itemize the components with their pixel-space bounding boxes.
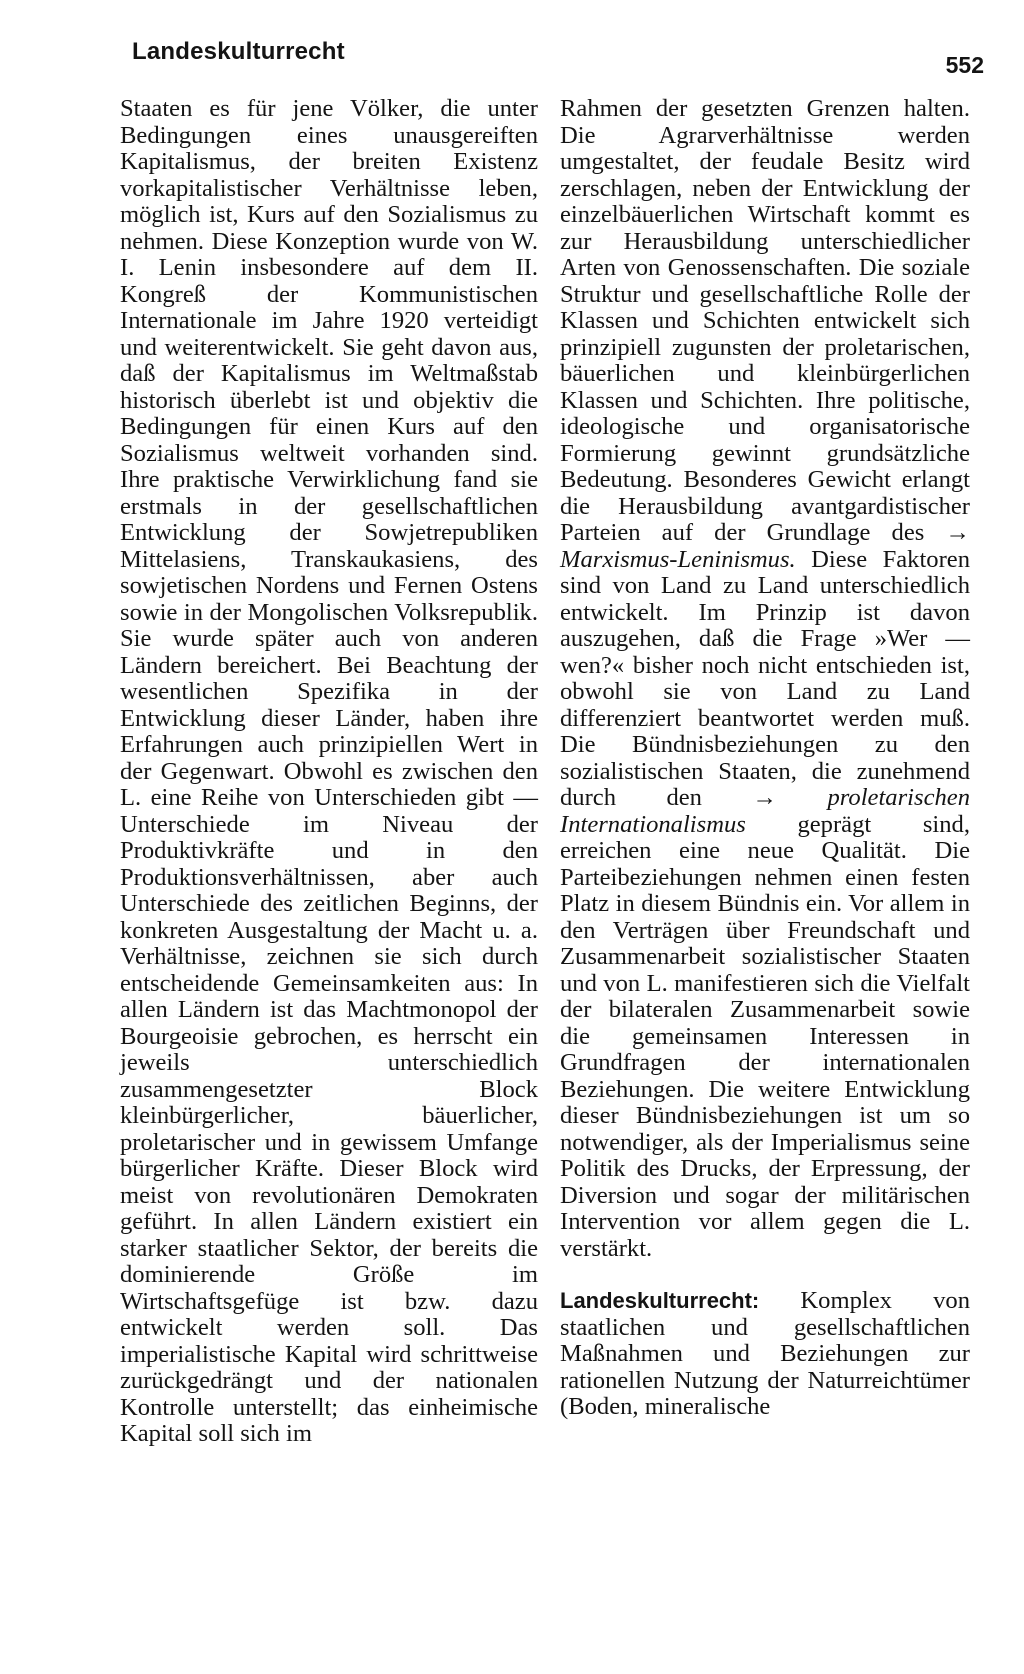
right-text-1: Rahmen der gesetzten Grenzen halten. Die Agrarverhältnisse werden umgestaltet, der feudale Besitz wird zerschlagen, neben der Entwicklung der einzelbäuerlichen Wirtschaft kommt es zur Herausbildung unterschiedlicher Arten von Genossenschaften. Die soziale Struktur und gesellschaftliche Rolle der Klassen und Schichten entwickelt sich prinzipiell zugunsten der proletarischen, bäuerlichen und kleinbürgerlichen Klassen und Schichten. Ihre politische, ideologische und organisatorische Formierung gewinnt grundsätzliche Bedeutung. Besonderes Gewicht erlangt die Herausbildung avantgardistischer Parteien auf der Grundlage des bbox=[560, 95, 970, 546]
right-column-paragraph bbox=[560, 96, 970, 1262]
cross-reference-proletarischer-internationalismus[interactable]: → proletarischen Internationalismus bbox=[560, 784, 970, 838]
right-column bbox=[560, 96, 970, 1421]
page-number: 552 bbox=[945, 52, 984, 78]
running-head: Landeskulturrecht bbox=[132, 38, 345, 65]
right-text-2: Diese Faktoren sind von Land zu Land unterschiedlich entwickelt. Im Prinzip ist davon auszugehen, daß die Frage »Wer — wen?« bisher noch nicht entschieden ist, obwohl sie von Land zu Land differenziert beantwortet werden muß. Die Bündnisbeziehungen zu den sozialistischen Staaten, die zunehmend durch den bbox=[560, 545, 970, 811]
left-column bbox=[120, 96, 538, 1448]
left-column-paragraph: Staaten es für jene Völker, die unter Bedingungen eines unausgereiften Kapitalismus, der breiten Existenz vorkapitalistischer Verhältnisse leben, möglich ist, Kurs auf den Sozialismus zu nehmen. Diese Konzeption wurde von W. I. Lenin insbesondere auf dem II. Kongreß der Kommunistischen Internationale im Jahre 1920 verteidigt und weiterentwickelt. Sie geht davon aus, daß der Kapitalismus im Weltmaßstab historisch überlebt ist und objektiv die Bedingungen für einen Kurs auf den Sozialismus weltweit vorhanden sind. Ihre praktische Verwirklichung fand sie erstmals in der gesellschaftlichen Entwicklung der Sowjetrepubliken Mittelasiens, Transkaukasiens, des sowjetischen Nordens und Fernen Ostens sowie in der Mongolischen Volksrepublik. Sie wurde später auch von anderen Ländern bereichert. Bei Beachtung der wesentlichen Spezifika in der Entwicklung dieser Länder, haben ihre Erfahrungen auch prinzipiellen Wert in der Gegenwart. Obwohl es zwischen den L. eine Reihe von Unterschieden gibt — Unterschiede im Niveau der Produktivkräfte und in den Produktionsverhältnissen, aber auch Unterschiede des zeitlichen Beginns, der konkreten Ausgestaltung der Macht u. a. Verhältnisse, zeichnen sie sich durch entscheidende Gemeinsamkeiten aus: In allen Ländern ist das Machtmonopol der Bourgeoisie gebrochen, es herrscht ein jeweils unterschiedlich zusammengesetzter Block kleinbürgerlicher, bäuerlicher, proletarischer und in gewissem Umfange bürgerlicher Kräfte. Dieser Block wird meist von revolutionären Demokraten geführt. In allen Ländern existiert ein starker staatlicher Sektor, der bereits die dominierende Größe im Wirtschaftsgefüge ist bzw. dazu entwickelt werden soll. Das imperialistische Kapital wird schrittweise zurückgedrängt und der nationalen Kontrolle unterstellt; das einheimische Kapital soll sich im bbox=[120, 95, 538, 1447]
entry-term: Landeskulturrecht: bbox=[560, 1288, 760, 1313]
entry-definition: Komplex von staatlichen und gesellschaftlichen Maßnahmen und Beziehungen zur rationellen Nutzung der Naturreichtümer (Boden, mineralische bbox=[560, 1287, 970, 1420]
dictionary-entry bbox=[560, 1288, 970, 1421]
right-text-3: geprägt sind, erreichen eine neue Qualität. Die Parteibeziehungen nehmen einen festen Platz in diesem Bündnis ein. Vor allem in den Verträgen über Freundschaft und Zusammenarbeit sozialistischer Staaten und von L. manifestieren sich die Vielfalt der bilateralen Zusammenarbeit sowie die gemeinsamen Interessen in Grundfragen der internationalen Beziehungen. Die weitere Entwicklung dieser Bündnisbeziehungen ist um so notwendiger, als der Imperialismus seine Politik des Drucks, der Erpressung, der Diversion und sogar der militärischen Intervention vor allem gegen die L. verstärkt. bbox=[560, 810, 970, 1262]
cross-reference-marxismus-leninismus[interactable]: → Marxismus-Leninismus. bbox=[560, 519, 970, 573]
